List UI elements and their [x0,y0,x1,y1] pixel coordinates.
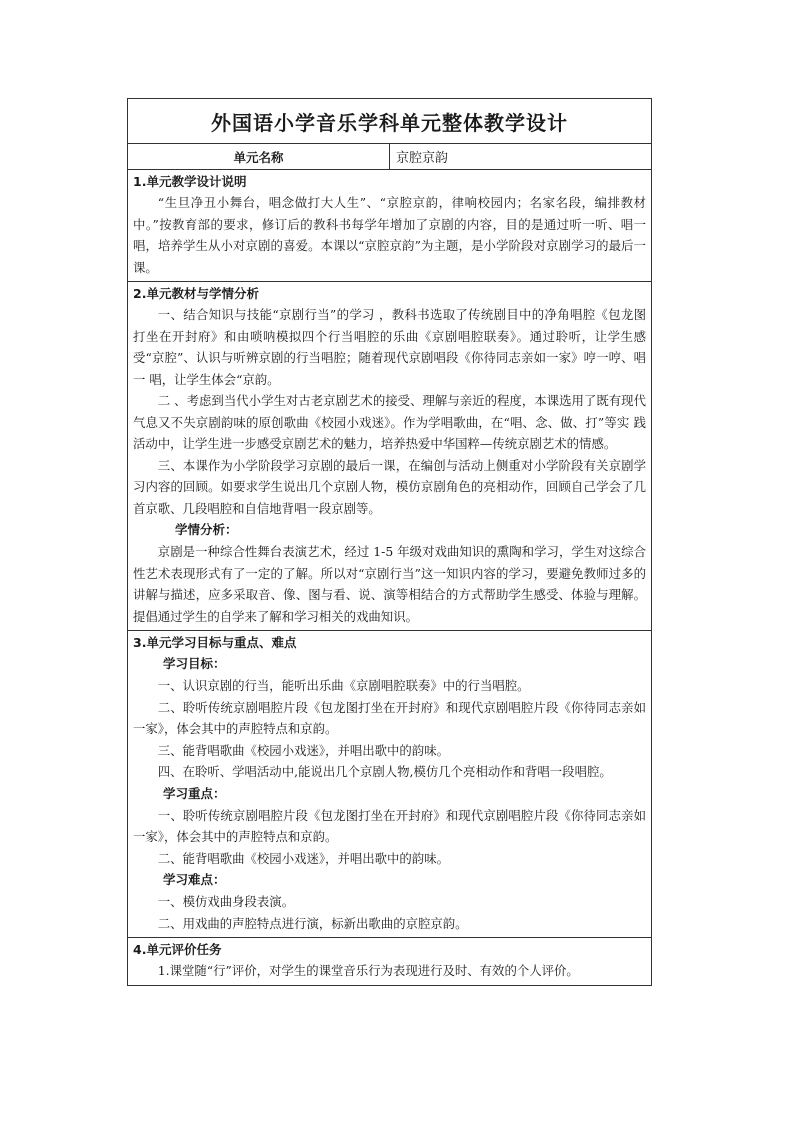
document-page [127,98,652,986]
key-point-item: 一、聆听传统京剧唱腔片段《包龙图打坐在开封府》和现代京剧唱腔片段《你待同志亲如一家》，体会其中的声腔特点和京韵。 [133,807,646,844]
section-title: 4.单元评价任务 [133,942,222,957]
design-table [127,98,652,986]
paragraph: 京剧是一种综合性舞台表演艺术，经过 1-5 年级对戏曲知识的熏陶和学习，学生对这综合性艺术表现形式有了一定的了解。所以对“京剧行当”这一知识内容的学习，要避免教师过多的讲解与描述，应多采取音、像、图与看、说、演等相结合的方式帮助学生感受、体验与理解。提倡通过学生的自学来了解和学习相关的戏曲知识。 [133,544,646,624]
section-title: 3.单元学习目标与重点、难点 [133,635,297,650]
subheading-difficulties: 学习难点： [163,872,226,887]
difficulty-item: 二、用戏曲的声腔特点进行演，标新出歌曲的京腔京韵。 [157,915,468,931]
paragraph: “生旦净丑小舞台，唱念做打大人生”、“京腔京韵，律响校园内；名家名段，编排教材中。”按教育部的要求，修订后的教科书每学年增加了京剧的内容，目的是通过听一听、唱一唱，培养学生从小对京剧的喜爱。本课以“京腔京韵”为主题，是小学阶段对京剧学习的最后一课。 [133,195,646,275]
section-design-description [128,170,652,282]
section-title: 2.单元教材与学情分析 [133,286,259,301]
goal-item: 四、在聆听、学唱活动中,能说出几个京剧人物,模仿几个亮相动作和背唱一段唱腔。 [157,764,612,779]
difficulty-item: 一、模仿戏曲身段表演。 [157,894,295,909]
goal-item: 二、聆听传统京剧唱腔片段《包龙图打坐在开封府》和现代京剧唱腔片段《你待同志亲如一家》，体会其中的声腔特点和京韵。 [133,699,646,736]
paragraph: 一、结合知识与技能“京剧行当”的学习 ，教科书选取了传统剧目中的净角唱腔《包龙图 打坐在开封府》和由唢呐模拟四个行当唱腔的乐曲《京剧唱腔联奏》。通过聆听，让学生感受“京腔”、认识与听辨京剧的行当唱腔；随着现代京剧唱段《你待同志亲如一家》哼一哼、唱一 唱，让学生体会“京韵。 [133,307,646,387]
goal-item: 一、认识京剧的行当，能听出乐曲《京剧唱腔联奏》中的行当唱腔。 [157,678,530,693]
subheading-learner-analysis: 学情分析： [175,522,238,537]
document-title: 外国语小学音乐学科单元整体教学设计 [128,99,652,144]
section-title: 1.单元教学设计说明 [133,174,247,189]
unit-name-value: 京腔京韵 [390,144,652,170]
goal-item: 三、能背唱歌曲《校园小戏迷》，并唱出歌中的韵味。 [157,742,449,758]
unit-name-label: 单元名称 [128,144,390,170]
subheading-key-points: 学习重点： [163,785,226,801]
section-material-analysis [128,282,652,631]
subheading-goals: 学习目标： [163,656,226,671]
paragraph: 二 、考虑到当代小学生对古老京剧艺术的接受、理解与亲近的程度，本课选用了既有现代气息又不失京剧韵味的原创歌曲《校园小戏迷》。作为学唱歌曲，在“唱、念、做、打”等实 践活动中，让学生进一步感受京剧艺术的魅力，培养热爱中华国粹—传统京剧艺术的情感。 [133,393,646,451]
paragraph: 三、本课作为小学阶段学习京剧的最后一课，在编创与活动上侧重对小学阶段有关京剧学习内容的回顾。如要求学生说出几个京剧人物，模仿京剧角色的亮相动作，回顾自己学会了几首京歌、几段唱腔和自信地背唱一段京剧等。 [133,457,646,516]
section-learning-goals [128,631,652,938]
paragraph: 1.课堂随“行”评价，对学生的课堂音乐行为表现进行及时、有效的个人评价。 [157,963,579,978]
section-evaluation-tasks [128,938,652,986]
key-point-item: 二、能背唱歌曲《校园小戏迷》，并唱出歌中的韵味。 [157,850,449,866]
